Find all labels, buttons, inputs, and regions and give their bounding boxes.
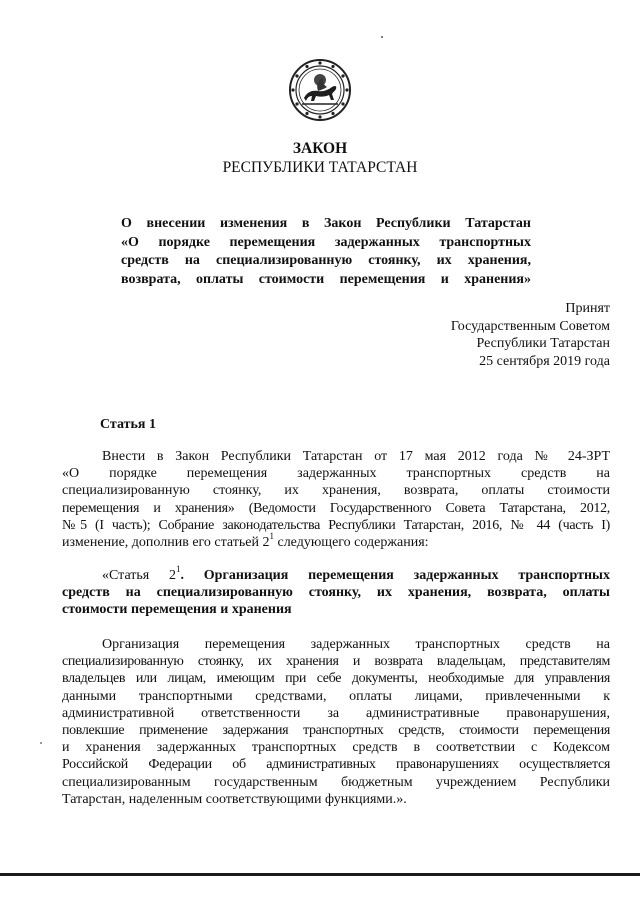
paragraph-text: изменение, дополнив его статьей 2	[62, 535, 270, 551]
scan-speck	[381, 36, 383, 38]
paragraph-text: следующего содержания:	[273, 535, 429, 551]
paragraph-line: стоимости перемещения и хранения	[62, 602, 292, 618]
new-article-heading	[62, 564, 610, 619]
superscript: 1	[176, 564, 181, 575]
new-article-body	[62, 636, 610, 808]
article-paragraph-1	[62, 448, 610, 551]
subject-line: возврата, оплаты стоимости перемещения и хранения»	[121, 271, 531, 287]
law-title: ЗАКОН	[292, 140, 348, 157]
law-subject	[121, 215, 531, 289]
paragraph-text: «Статья 2	[102, 568, 177, 583]
coat-of-arms-icon	[288, 58, 352, 122]
subject-line: О внесении изменения в Закон Республики Татарстан	[121, 216, 531, 231]
paragraph-line: специализированную стоянку, их хранения и возврата владельцам, представителям	[62, 654, 610, 670]
paragraph-line: Внести в Закон Республики Татарстан от 17 мая 2012 года № 24-ЗРТ	[102, 449, 610, 464]
adopted-by-region: Республики Татарстан	[476, 336, 610, 351]
adoption-block	[350, 300, 610, 370]
scan-speck	[40, 742, 42, 744]
paragraph-line: средств на специализированную стоянку, их хранения, возврата, оплаты	[62, 585, 610, 601]
adopted-date: 25 сентября 2019 года	[479, 353, 610, 369]
subject-line: «О порядке перемещения задержанных транспортных	[121, 234, 531, 250]
superscript: 1	[269, 531, 274, 542]
paragraph-line: специализированным государственным бюджетным учреждением Республики	[62, 774, 610, 790]
article-heading: Статья 1	[100, 417, 156, 432]
paragraph-text: . Организация перемещения задержанных транспортных	[180, 568, 610, 583]
paragraph-line: повлекшие применение задержания транспортных средств, стоимости перемещения	[62, 723, 610, 739]
page-bottom-edge	[0, 873, 640, 876]
paragraph-line	[62, 564, 610, 584]
paragraph-line: Российской Федерации об административных правонарушениях осуществляется	[62, 757, 610, 773]
paragraph-line: №5 (I часть); Собрание законодательства Республики Татарстан, 2016, № 44 (часть I)	[62, 517, 610, 533]
paragraph-line: специализированную стоянку, их хранения, возврата, оплаты стоимости	[62, 483, 610, 499]
paragraph-line: Татарстан, наделенным соответствующими функциями.».	[62, 791, 407, 807]
paragraph-line: административной ответственности за административные правонарушения,	[62, 705, 610, 721]
adopted-label: Принят	[565, 301, 610, 316]
adopted-by: Государственным Советом	[450, 318, 610, 334]
paragraph-line	[62, 531, 610, 551]
paragraph-line: данными транспортными средствами, оплаты лицами, привлеченными к	[62, 688, 610, 704]
paragraph-line: и хранения задержанных транспортных средств в соответствии с Кодексом	[62, 740, 610, 756]
subject-line: средств на специализированную стоянку, их хранения,	[121, 253, 531, 268]
paragraph-line: перемещения и хранения» (Ведомости Государственного Совета Татарстана, 2012,	[62, 500, 610, 516]
paragraph-line: «О порядке перемещения задержанных транспортных средств на	[62, 466, 610, 482]
paragraph-line: Организация перемещения задержанных транспортных средств на	[102, 637, 610, 652]
paragraph-line: владельцев или лицам, имеющим при себе документы, необходимые для управления	[62, 671, 610, 687]
law-subtitle: РЕСПУБЛИКИ ТАТАРСТАН	[222, 159, 418, 176]
